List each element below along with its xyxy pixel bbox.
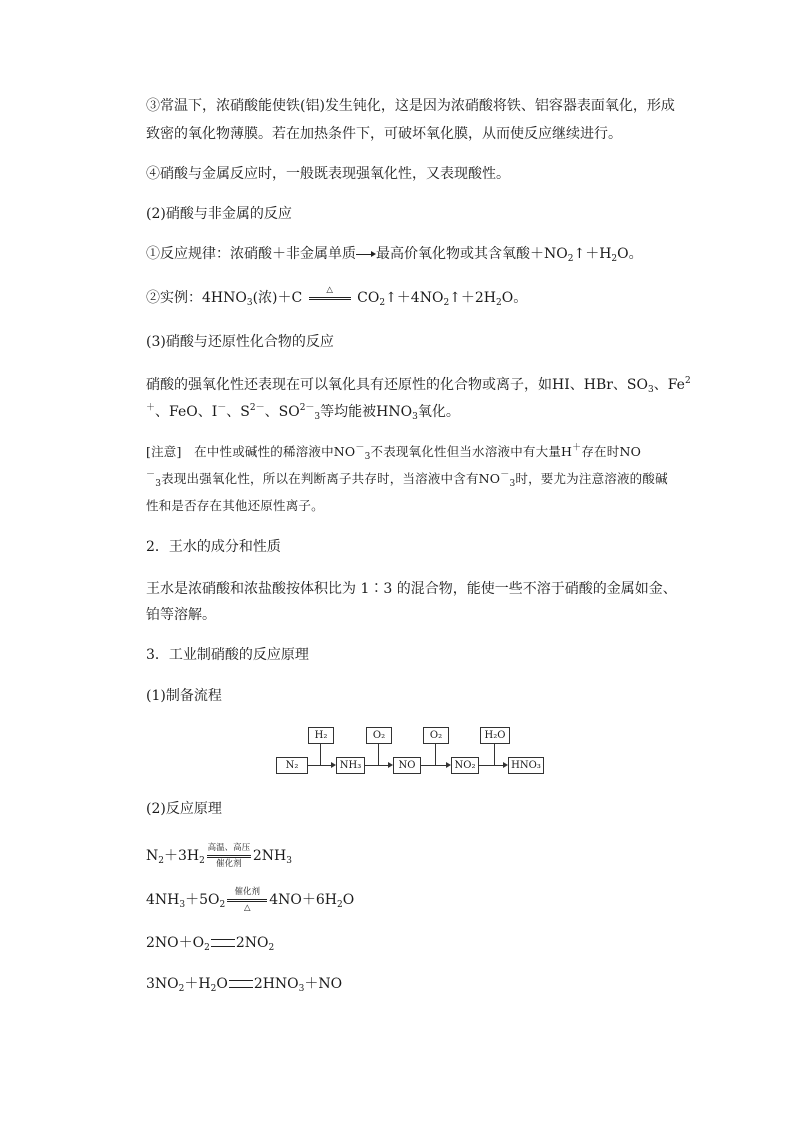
connector-line [435,744,436,765]
paragraph-reducing-2 [146,403,460,421]
equals-bar [309,297,351,298]
reducing-end: 等均能被HNO [320,404,413,420]
eq-text: ＋5O [185,892,220,908]
equilibrium-bar [207,857,251,858]
subscript: 2 [204,943,210,953]
subscript: 3 [286,856,292,866]
subscript: 3 [648,385,654,395]
equation-1 [146,843,292,869]
superscript: 2－ [299,403,315,413]
reaction-condition [207,843,251,869]
eq-text: O [342,892,355,908]
rule-text-tail: ↑＋H [573,246,612,262]
paragraph-reducing-1 [146,376,691,394]
heading-reducing-compounds: (3)硝酸与还原性化合物的反应 [146,334,334,350]
example-conc: (浓)＋C [252,290,303,306]
eq-text: 2HNO [253,976,299,992]
eq-text: ＋NO [304,976,343,992]
eq-text: ＋3H [163,848,200,864]
reducing-so: 、SO [264,404,300,420]
eq-text: 4NO＋6H [269,892,337,908]
reducing-text: 硝酸的强氧化性还表现在可以氧化具有还原性的化合物或离子，如HI、HBr、SO [146,377,648,393]
example-mid2: ↑＋2H [449,290,497,306]
connector-line [320,744,321,765]
equilibrium-bar [207,855,251,856]
note-line-1 [146,443,641,461]
subscript: 3 [155,479,162,489]
flow-box-nh3: NH₃ [336,757,365,774]
reducing-fe: 、Fe [653,377,685,393]
example-mid: ↑＋4NO [385,290,444,306]
eq-text: 2NH [252,848,287,864]
subscript: 2 [611,254,618,264]
arrow-line [478,765,503,766]
input-box-o2: O₂ [423,727,449,744]
note-text: 时，要尤为注意溶液的酸碱 [515,471,668,486]
condition-top: 高温、高压 [207,843,251,853]
eq-text: 2NO [235,935,269,951]
subscript: 3 [179,900,186,910]
subscript: 2 [178,984,185,994]
heading-reaction-principle: (2)反应原理 [146,801,222,817]
arrow-icon [356,249,376,259]
equation-4 [146,975,342,993]
example-pre: ②实例：4HNO [146,290,247,306]
heading-process-flow: (1)制备流程 [146,688,222,704]
superscript: － [146,470,156,480]
superscript: － [355,443,365,453]
arrow-line [364,765,388,766]
reducing-s: 、S [226,404,250,420]
connector-line [494,744,495,765]
example-end: O。 [501,290,528,306]
subscript: 3 [364,452,371,462]
subscript: 2 [443,298,450,308]
flow-box-hno3: HNO₃ [508,757,544,774]
subscript: 2 [199,856,205,866]
paragraph-passivation-1: ③常温下，浓硝酸能使铁(铝)发生钝化，这是因为浓硝酸将铁、铝容器表面氧化，形成 [146,98,675,114]
eq-text: 4NH [146,892,180,908]
note-line-2 [146,470,668,488]
equals-sign [211,939,235,947]
note-line-3: 性和是否存在其他还原性离子。 [146,498,324,513]
input-box-h2o: H₂O [480,727,510,744]
example-co2: CO [357,290,380,306]
rule-text-end: O。 [617,246,643,262]
equals-bar [227,901,267,902]
superscript: 2 [684,376,691,386]
note-text: 表现出强氧化性，所以在判断离子共存时，当溶液中含有NO [161,471,501,486]
subscript: 2 [210,984,217,994]
eq-text: 3NO [146,976,179,992]
eq-text: O [216,976,228,992]
note-label: [注意] [146,444,182,459]
arrow-head-icon [503,762,508,768]
input-box-h2: H₂ [308,727,334,744]
arrow-line [420,765,446,766]
reaction-condition [227,887,267,913]
subscript: 3 [298,984,305,994]
paragraph-passivation-2: 致密的氧化物薄膜。若在加热条件下，可破坏氧化膜，从而使反应继续进行。 [146,126,622,142]
superscript: ＋ [572,443,582,453]
superscript: － [217,403,227,413]
equation-2 [146,887,355,913]
reaction-example [146,285,528,308]
note-text: 存在时NO [581,444,642,459]
subscript: 2 [337,900,343,910]
superscript: ＋ [146,403,156,413]
reducing-feo: 、FeO、I [155,404,218,420]
superscript: 2－ [249,403,265,413]
heading-industrial: 3．工业制硝酸的反应原理 [146,647,309,663]
rule-text-pre: ①反应规律：浓硝酸＋非金属单质 [146,246,356,262]
subscript: 2 [567,254,574,264]
rule-text-post: 最高价氧化物或其含氧酸＋NO [376,246,568,262]
connector-line [378,744,379,765]
paragraph-aqua-regia-1: 王水是浓硝酸和浓盐酸按体积比为 1∶3 的混合物，能使一些不溶于硝酸的金属如金、 [146,581,677,597]
subscript: 2 [268,943,275,953]
flow-box-n2: N₂ [276,757,308,774]
equals-sign [229,980,253,988]
eq-text: 2NO＋O [146,935,205,951]
heat-mark: △ [326,285,333,295]
equals-bar [227,899,267,900]
condition-bottom: 催化剂 [216,859,242,869]
reaction-rule [146,245,643,263]
subscript: 3 [509,479,516,489]
subscript: 3 [246,298,253,308]
subscript: 3 [412,412,418,422]
subscript: 2 [379,298,386,308]
superscript: － [500,470,510,480]
heading-aqua-regia: 2．王水的成分和性质 [146,539,281,555]
arrow-head-icon [331,762,336,768]
heat-condition [309,285,351,307]
condition-bottom: △ [243,903,251,913]
condition-top: 催化剂 [234,887,260,897]
equals-bar [309,299,351,300]
subscript: 2 [158,856,164,866]
equation-3 [146,934,274,952]
arrow-line [307,765,331,766]
note-text: 在中性或碱性的稀溶液中NO [194,444,356,459]
eq-text: N [146,848,159,864]
flow-box-no: NO [393,757,421,774]
reducing-end2: 氧化。 [417,404,460,420]
subscript: 3 [314,412,321,422]
heading-nonmetal-reaction: (2)硝酸与非金属的反应 [146,206,292,222]
paragraph-aqua-regia-2: 铂等溶解。 [146,607,216,623]
paragraph-metal-reaction: ④硝酸与金属反应时，一般既表现强氧化性，又表现酸性。 [146,166,510,182]
arrow-head-icon [446,762,451,768]
subscript: 2 [496,298,502,308]
note-text: 不表现氧化性但当水溶液中有大量H [370,444,573,459]
flow-box-no2: NO₂ [451,757,479,774]
arrow-head-icon [388,762,393,768]
eq-text: ＋H [184,976,211,992]
input-box-o2: O₂ [366,727,392,744]
subscript: 2 [219,900,226,910]
